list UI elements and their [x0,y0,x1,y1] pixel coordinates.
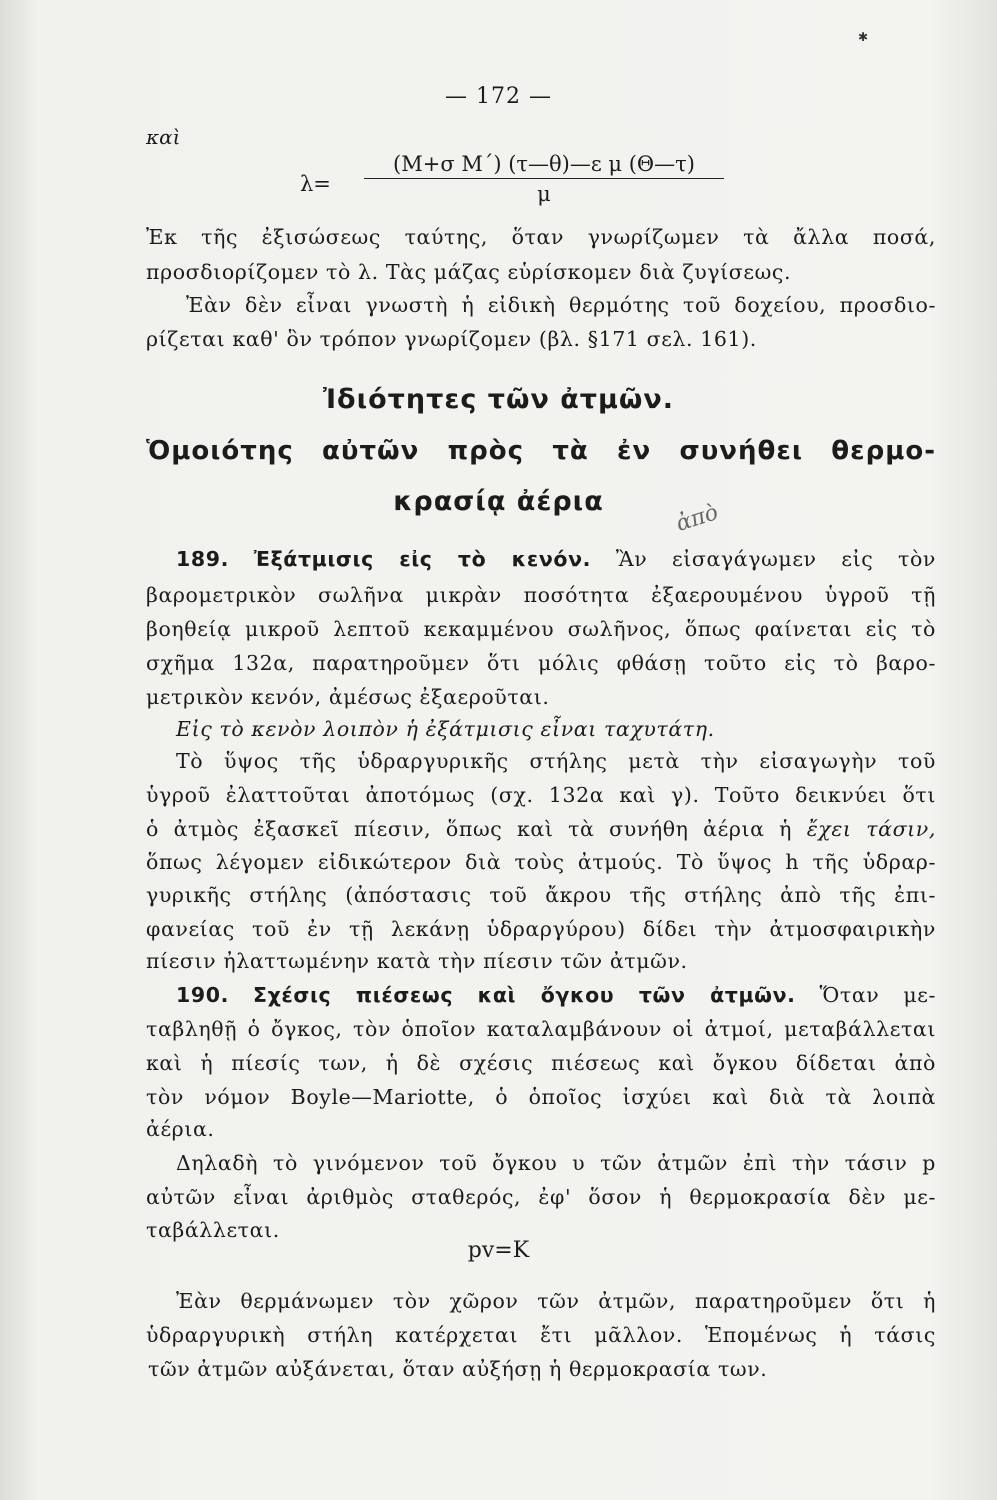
text-fragment-italic: ἔχει τάσιν, [806,817,936,841]
text-line: ὅπως λέγομεν εἰδικώτερον διὰ τοὺς ἀτμούς. Τὸ ὕψος h τῆς ὑδραρ- [146,850,936,874]
section-189-number: 189. [176,547,229,571]
text-line-italic: Εἰς τὸ κενὸν λοιπὸν ἡ ἐξάτμισις εἶναι ταχυτάτη. [176,717,715,741]
text-line: Ἐκ τῆς ἐξισώσεως ταύτης, ὅταν γνωρίζωμεν τὰ ἄλλα ποσά, [146,225,936,249]
section-heading-line3: κρασίᾳ ἀέρια [393,486,604,517]
corner-mark: ✱ [858,30,869,44]
text-line: σχῆμα 132α, παρατηροῦμεν ὅτι μόλις φθάσῃ τοῦτο εἰς τὸ βαρο- [146,651,936,675]
text-line: φανείας τοῦ ἐν τῇ λεκάνῃ ὑδραργύρου) δίδει τὴν ἀτμοσφαιρικὴν [146,917,936,941]
formula-denominator: μ [537,182,551,206]
text-line: μετρικὸν κενόν, ἀμέσως ἐξαεροῦται. [146,685,550,709]
page-number: — 172 — [445,84,552,109]
section-189-title: Ἐξάτμισις εἰς τὸ κενόν. [253,547,592,571]
text-line: ὑδραργυρικὴ στήλη κατέρχεται ἔτι μᾶλλον. Ἑπομένως ἡ τάσις [146,1323,936,1347]
text-line [146,812,936,847]
text-line: Δηλαδὴ τὸ γινόμενον τοῦ ὄγκου υ τῶν ἀτμῶν ἐπὶ τὴν τάσιν p [176,1151,936,1175]
text-line: προσδιορίζομεν τὸ λ. Τὰς μάζας εὑρίσκομεν διὰ ζυγίσεως. [146,260,792,284]
section-190-title: Σχέσις πιέσεως καὶ ὄγκου τῶν ἀτμῶν. [252,983,796,1007]
section-190-first-line [176,978,936,1013]
section-heading-line1: Ἰδιότητες τῶν ἀτμῶν. [322,384,675,415]
text-line: τῶν ἀτμῶν αὐξάνεται, ὅταν αὐξήσῃ ἡ θερμοκρασία των. [148,1357,768,1381]
text-line: τὸν νόμον Boyle—Mariotte, ὁ ὁποῖος ἰσχύει καὶ διὰ τὰ λοιπὰ [146,1085,936,1109]
text-line: ρίζεται καθ' ὃν τρόπον γνωρίζομεν (βλ. §171 σελ. 161). [146,327,757,351]
pencil-margin-note: ἀπὸ [673,500,722,537]
text-line: αὐτῶν εἶναι ἀριθμὸς σταθερός, ἐφ' ὅσον ἡ θερμοκρασία δὲν με- [146,1185,936,1209]
text-line: βαρομετρικὸν σωλῆνα μικρὰν ποσότητα ἐξαερουμένου ὑγροῦ τῇ [146,583,936,607]
formula-fraction [364,152,724,206]
text-line: Τὸ ὕψος τῆς ὑδραργυρικῆς στήλης μετὰ τὴν εἰσαγωγὴν τοῦ [176,749,936,773]
text-line: καὶ ἡ πίεσίς των, ἡ δὲ σχέσις πιέσεως καὶ ὄγκου δίδεται ἀπὸ [146,1051,936,1075]
section-heading-line2: Ὁμοιότης αὐτῶν πρὸς τὰ ἐν συνήθει θερμο- [146,436,936,466]
text-line: ὑγροῦ ἐλαττοῦται ἀποτόμως (σχ. 132α καὶ γ). Τοῦτο δεικνύει ὅτι [146,783,936,807]
text-line: Ἐὰν δὲν εἶναι γνωστὴ ἡ εἰδικὴ θερμότης τοῦ δοχείου, προσδιο- [186,293,936,317]
text-line: γυρικῆς στήλης (ἀπόστασις τοῦ ἄκρου τῆς στήλης ἀπὸ τῆς ἐπι- [146,883,936,907]
text-line: Ἐὰν θερμάνωμεν τὸν χῶρον τῶν ἀτμῶν, παρατηροῦμεν ὅτι ἡ [176,1289,936,1313]
section-190-number: 190. [176,983,229,1007]
section-189-first-line [176,542,936,577]
intro-word: καὶ [146,125,181,149]
formula-lhs: λ= [300,172,331,196]
equation-pv: pv=K [467,1238,530,1263]
text-line: ἀέρια. [146,1117,215,1141]
text-line: ταβληθῇ ὁ ὄγκος, τὸν ὁποῖον καταλαμβάνουν οἱ ἀτμοί, μεταβάλλεται [146,1017,936,1041]
text-line: ταβάλλεται. [146,1218,280,1242]
text-fragment: Ἂν εἰσαγάγωμεν εἰς τὸν [615,547,936,571]
text-line: πίεσιν ἠλαττωμένην κατὰ τὴν πίεσιν τῶν ἀτμῶν. [146,949,688,973]
text-line: βοηθείᾳ μικροῦ λεπτοῦ κεκαμμένου σωλῆνος, ὅπως φαίνεται εἰς τὸ [146,617,936,641]
text-fragment: Ὅταν με- [819,983,936,1007]
formula-numerator: (Μ+σ Μ΄) (τ—θ)—ε μ (Θ—τ) [364,152,724,179]
text-fragment: ὁ ἀτμὸς ἐξασκεῖ πίεσιν, ὅπως καὶ τὰ συνήθη ἀέρια ἡ [146,817,793,841]
